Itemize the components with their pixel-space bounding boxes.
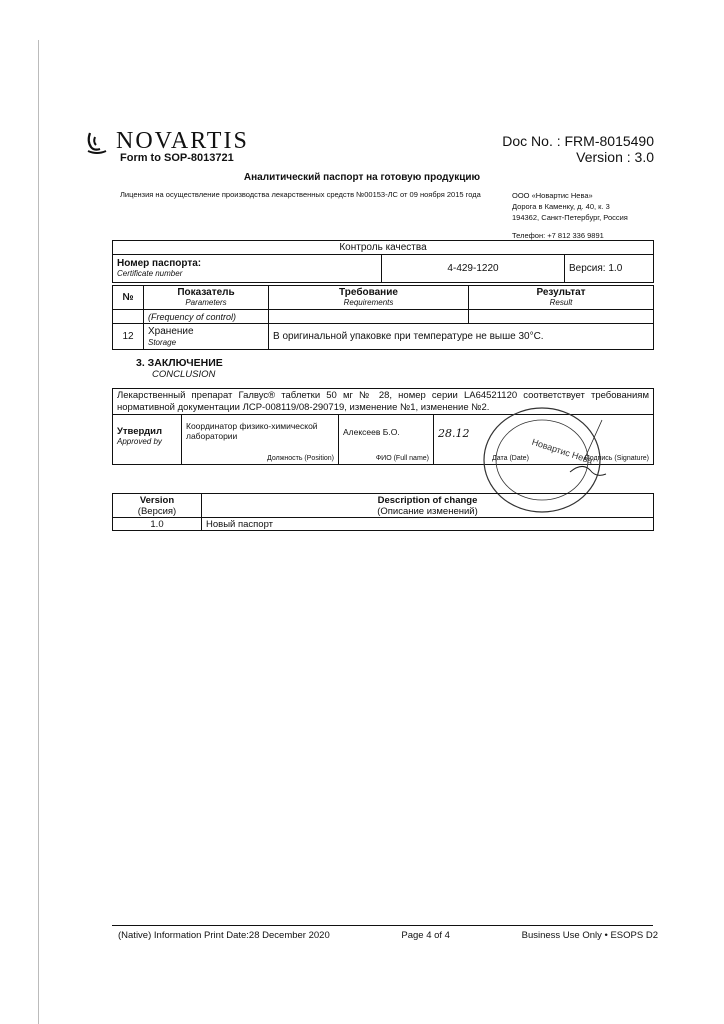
name-label: ФИО (Full name) <box>375 455 429 462</box>
result-header: Результат <box>536 286 586 298</box>
col-result-header <box>469 286 654 310</box>
conclusion-heading-en: CONCLUSION <box>152 369 216 380</box>
row-version: 1.0 <box>113 518 202 531</box>
company-phone: Телефон: +7 812 336 9891 <box>512 231 604 240</box>
business-use: Business Use Only • ESOPS D2 <box>521 930 658 941</box>
signature-label: Подпись (Signature) <box>584 455 649 462</box>
document-number-block <box>502 133 654 165</box>
footer-divider <box>112 925 653 926</box>
address-line: Дорога в Каменку, д. 40, к. 3 <box>512 202 610 211</box>
name-value: Алексеев Б.О. <box>343 427 400 437</box>
approved-label: Утвердил <box>117 426 163 437</box>
change-history-table <box>112 493 654 531</box>
col-number-header: № <box>113 286 144 310</box>
quality-heading: Контроль качества <box>113 241 654 255</box>
company-address <box>512 190 682 223</box>
row-parameter-label: Хранение <box>148 325 194 337</box>
address-line: 194362, Санкт-Петербург, Россия <box>512 213 628 222</box>
page-number: Page 4 of 4 <box>401 930 450 941</box>
col-requirement-header <box>269 286 469 310</box>
license-text: Лицензия на осуществление производства лекарственных средств №00153-ЛС от 09 ноября 2015 года <box>120 190 481 199</box>
novartis-logo <box>84 128 249 155</box>
row-parameter <box>144 324 269 350</box>
novartis-flame-icon <box>84 129 110 155</box>
parameter-header-en: Parameters <box>185 297 227 307</box>
signature-stroke <box>570 466 606 475</box>
page-title: Аналитический паспорт на готовую продукцию <box>243 172 481 183</box>
empty-cell <box>469 310 654 324</box>
frequency-label: (Frequency of control) <box>144 310 269 324</box>
conclusion-heading: 3. ЗАКЛЮЧЕНИЕ <box>136 357 223 369</box>
certificate-label-cell <box>113 255 382 283</box>
description-header-ru: (Описание изменений) <box>377 505 478 517</box>
certificate-label-en: Certificate number <box>117 268 183 278</box>
brand-name: NOVARTIS <box>116 128 249 154</box>
requirement-header: Требование <box>339 286 398 298</box>
conclusion-heading-block <box>136 357 223 381</box>
empty-cell <box>113 310 144 324</box>
empty-cell <box>269 310 469 324</box>
conclusion-text: Лекарственный препарат Галвус® таблетки 50 мг № 28, номер серии LA64521120 соответствует требованиям нормативной документации ЛСР-008119/08-290719, изменение №1, изменение №2. <box>113 389 654 415</box>
col-parameter-header <box>144 286 269 310</box>
requirement-header-en: Requirements <box>343 297 394 307</box>
certificate-version: Версия: 1.0 <box>565 255 654 283</box>
certificate-label: Номер паспорта: <box>117 257 202 269</box>
approved-cell <box>113 415 182 465</box>
margin-line <box>38 40 39 1024</box>
form-reference: Form to SOP-8013721 <box>120 152 234 164</box>
page-footer <box>118 930 658 941</box>
certificate-number: 4-429-1220 <box>382 255 565 283</box>
approved-label-en: Approved by <box>117 437 162 446</box>
description-header-en: Description of change <box>377 494 478 506</box>
name-cell <box>339 415 434 465</box>
stamp-text: Новартис Нева <box>530 436 594 466</box>
doc-version: Version : 3.0 <box>576 149 654 165</box>
row-requirement: В оригинальной упаковке при температуре не выше 30°С. <box>269 324 654 350</box>
row-number: 12 <box>113 324 144 350</box>
row-description: Новый паспорт <box>202 518 654 531</box>
table-row <box>113 518 654 531</box>
doc-number: Doc No. : FRM-8015490 <box>502 133 654 149</box>
description-header <box>202 494 654 518</box>
parameter-header: Показатель <box>177 286 235 298</box>
position-cell <box>182 415 339 465</box>
parameters-table <box>112 285 654 350</box>
position-value: Координатор физико-химической лаборатории <box>186 421 318 441</box>
version-header <box>113 494 202 518</box>
address-line: ООО «Новартис Нева» <box>512 191 593 200</box>
version-header-en: Version <box>139 494 175 506</box>
print-date: (Native) Information Print Date:28 December 2020 <box>118 930 330 941</box>
version-header-ru: (Версия) <box>137 505 177 517</box>
result-header-en: Result <box>549 297 573 307</box>
handwritten-date: 28.12 <box>438 427 470 440</box>
quality-control-table <box>112 240 654 283</box>
date-label: Дата (Date) <box>492 455 529 462</box>
row-parameter-en: Storage <box>148 337 177 347</box>
position-label: Должность (Position) <box>267 455 334 462</box>
